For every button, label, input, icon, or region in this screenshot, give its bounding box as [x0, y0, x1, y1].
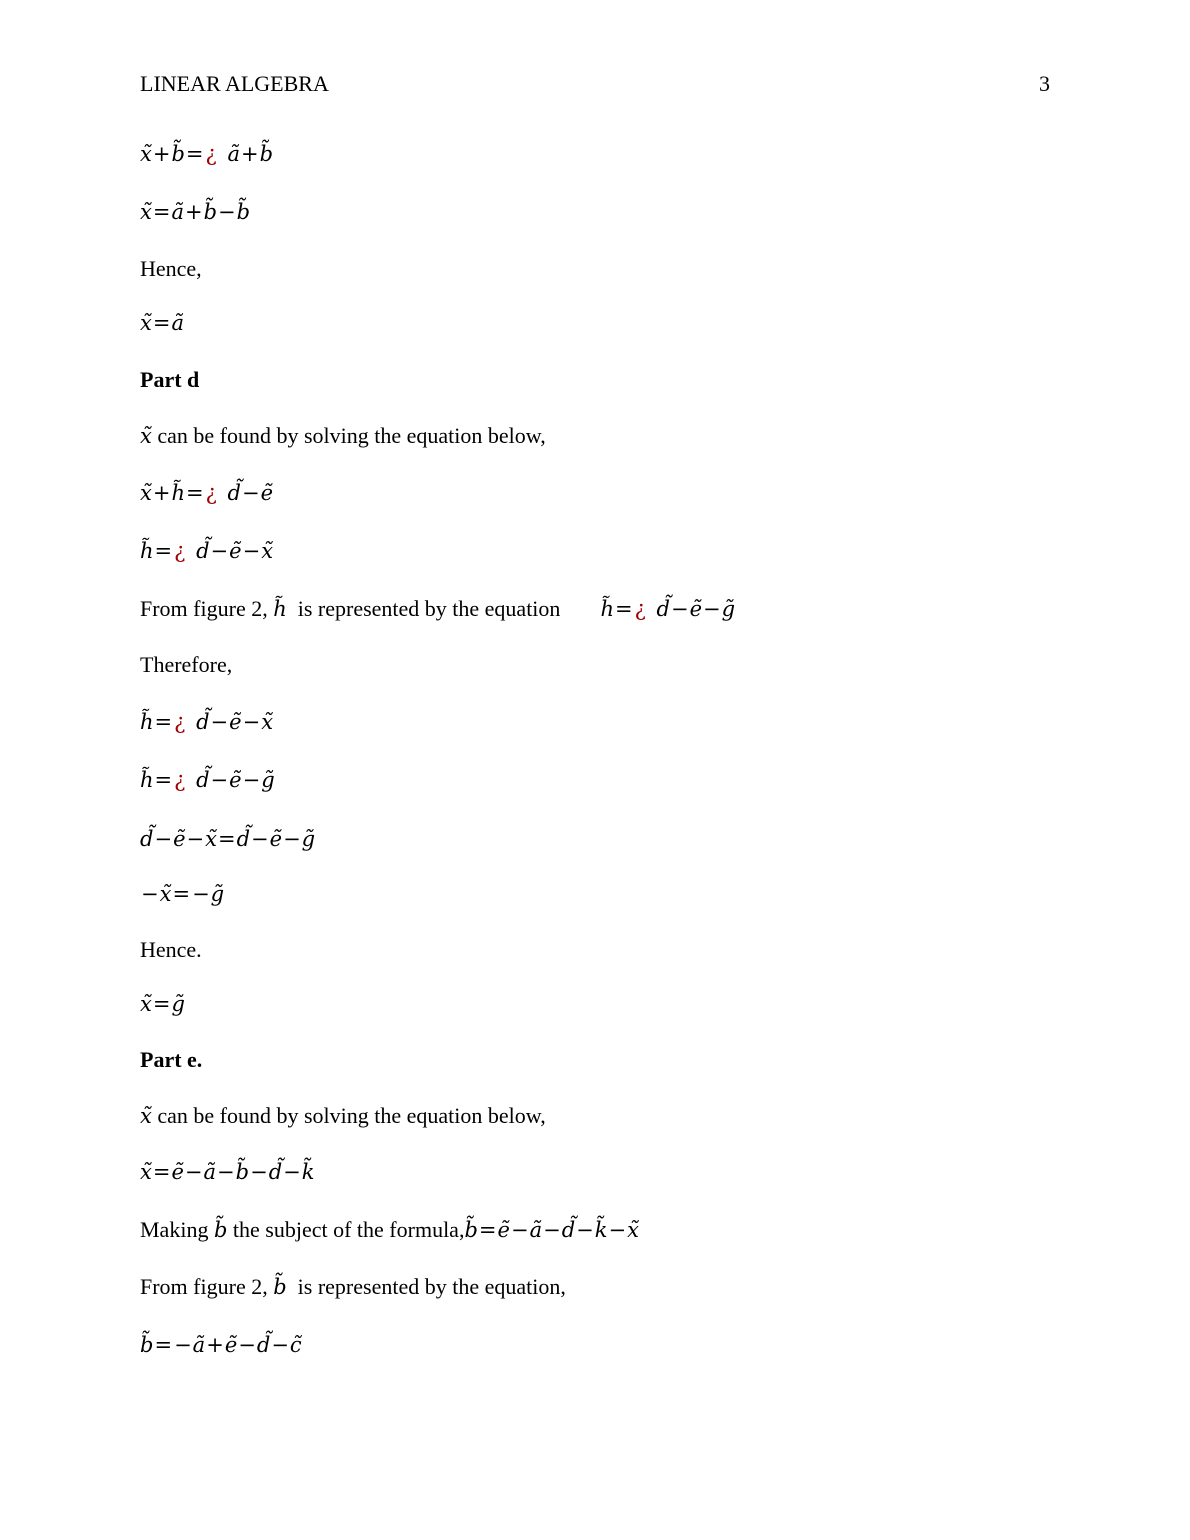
- math-operator: −: [543, 1218, 561, 1242]
- inline-math: h: [273, 597, 287, 621]
- math-operator: −: [210, 710, 229, 734]
- math-operator: =: [185, 481, 204, 505]
- error-glyph: ¿: [205, 481, 217, 505]
- inline-math: h=¿ d−ẽ−g: [600, 597, 736, 621]
- body-text: [140, 595, 735, 623]
- math-operator: =: [152, 1160, 171, 1184]
- math-operator: −: [250, 1160, 268, 1184]
- running-head-title: LINEAR ALGEBRA: [140, 71, 329, 96]
- inline-math: x: [140, 1104, 152, 1128]
- math-operator: +: [206, 1333, 224, 1357]
- math-operator: −: [242, 710, 261, 734]
- equation-line: d−ẽ−x=d−ẽ−g: [140, 827, 316, 851]
- error-glyph: ¿: [174, 710, 186, 734]
- math-operator: =: [154, 768, 173, 792]
- text-run: Making: [140, 1217, 214, 1242]
- body-text: Therefore,: [140, 652, 233, 677]
- text-run: can be found by solving the equation below,: [151, 1103, 546, 1128]
- math-operator: −: [210, 768, 229, 792]
- math-operator: −: [703, 597, 721, 621]
- math-operator: =: [614, 597, 633, 621]
- math-operator: −: [174, 1333, 192, 1357]
- math-operator: +: [184, 200, 203, 224]
- math-operator: −: [670, 597, 689, 621]
- math-operator: −: [186, 827, 205, 851]
- text-run: can be found by solving the equation below,: [151, 423, 546, 448]
- math-operator: −: [141, 882, 159, 906]
- math-operator: −: [242, 768, 261, 792]
- text-run: the subject of the formula,: [227, 1217, 465, 1242]
- body-text: Hence.: [140, 937, 202, 962]
- math-operator: =: [152, 311, 171, 335]
- body-text: Hence,: [140, 256, 202, 281]
- math-operator: −: [242, 539, 261, 563]
- error-glyph: ¿: [205, 142, 217, 166]
- equation-line: x=ã: [140, 311, 184, 335]
- equation-line: h=¿ d−ẽ−x: [140, 710, 274, 734]
- math-operator: −: [217, 1160, 235, 1184]
- text-run: is represented by the equation,: [286, 1274, 566, 1299]
- math-operator: =: [172, 882, 191, 906]
- math-operator: −: [283, 1160, 301, 1184]
- equation-line: x+h=¿ d−ẽ: [140, 481, 274, 505]
- equation-line: h=¿ d−ẽ−g: [140, 768, 275, 792]
- inline-math: b: [273, 1275, 287, 1299]
- math-operator: −: [271, 1333, 289, 1357]
- equation-line: x=g: [140, 992, 185, 1016]
- math-operator: =: [154, 1333, 173, 1357]
- math-operator: −: [608, 1218, 627, 1242]
- section-heading-part-e: Part e.: [140, 1047, 203, 1072]
- text-run: is represented by the equation: [286, 596, 561, 621]
- body-text: [140, 1273, 566, 1301]
- math-operator: −: [154, 827, 173, 851]
- math-operator: +: [241, 142, 259, 166]
- math-operator: =: [152, 992, 171, 1016]
- math-operator: −: [210, 539, 229, 563]
- math-operator: +: [152, 142, 171, 166]
- math-operator: −: [283, 827, 301, 851]
- math-operator: −: [218, 200, 236, 224]
- math-operator: −: [192, 882, 210, 906]
- page-header: [140, 70, 1050, 98]
- body-text: [140, 1102, 546, 1130]
- section-heading-part-d: Part d: [140, 367, 200, 392]
- math-operator: =: [217, 827, 236, 851]
- math-operator: +: [152, 481, 171, 505]
- inline-math: b: [213, 1218, 228, 1242]
- equation-line: x=ẽ−ã−b−d−k: [140, 1160, 315, 1184]
- inline-math: b=ẽ−ã−d−k−x: [464, 1218, 639, 1242]
- math-operator: −: [576, 1218, 594, 1242]
- math-operator: =: [478, 1218, 497, 1242]
- equation-line: b=−ã+ẽ−d−c: [140, 1333, 302, 1357]
- inline-math: x: [140, 424, 152, 448]
- equation-line: h=¿ d−ẽ−x: [140, 539, 274, 563]
- equation-line: x+b=¿ ã+b: [140, 142, 274, 166]
- math-operator: =: [152, 200, 171, 224]
- math-operator: =: [185, 142, 204, 166]
- equation-line: −x=−g: [141, 882, 225, 906]
- math-operator: −: [242, 481, 260, 505]
- text-run: From figure 2,: [140, 1274, 274, 1299]
- equation-line: x=ã+b−b: [140, 200, 251, 224]
- page-number: 3: [1039, 71, 1050, 96]
- error-glyph: ¿: [174, 768, 186, 792]
- math-operator: −: [510, 1218, 529, 1242]
- error-glyph: ¿: [174, 539, 186, 563]
- math-operator: −: [238, 1333, 256, 1357]
- body-text: [140, 422, 546, 450]
- text-run: From figure 2,: [140, 596, 274, 621]
- math-operator: =: [154, 710, 173, 734]
- math-operator: =: [154, 539, 173, 563]
- error-glyph: ¿: [634, 597, 646, 621]
- math-operator: −: [184, 1160, 203, 1184]
- math-operator: −: [251, 827, 269, 851]
- body-text: [140, 1216, 639, 1244]
